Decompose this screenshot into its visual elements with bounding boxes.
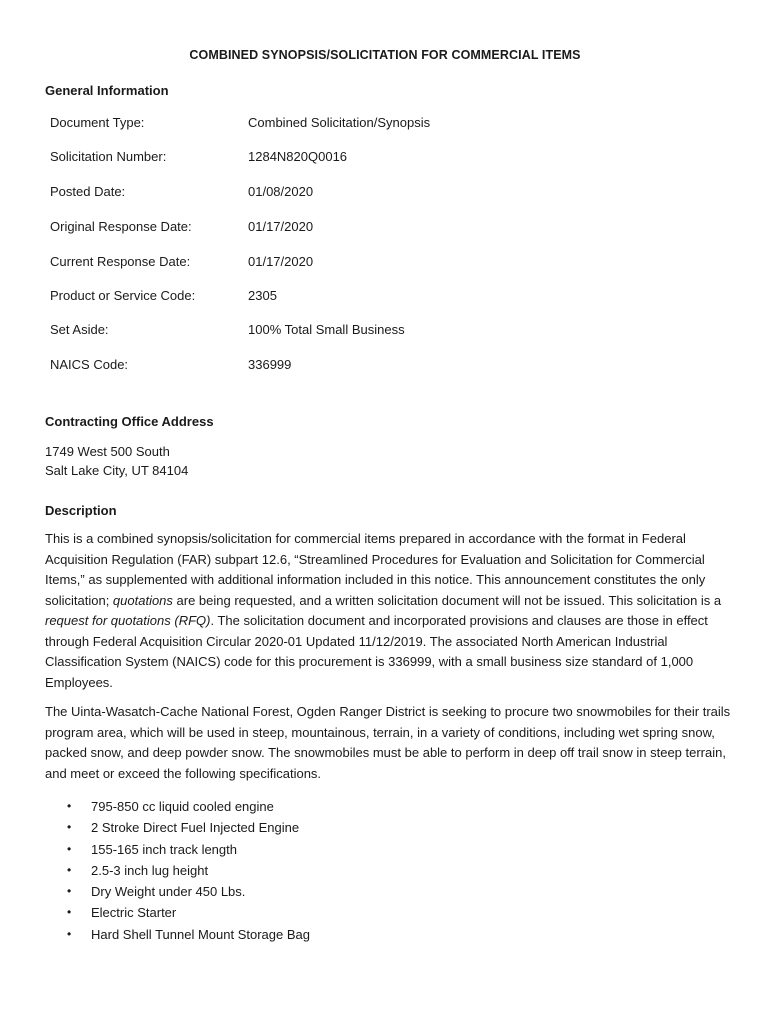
spec-text: Dry Weight under 450 Lbs. bbox=[91, 884, 246, 900]
general-information-heading: General Information bbox=[45, 83, 169, 98]
contracting-office-heading: Contracting Office Address bbox=[45, 414, 214, 429]
bullet-icon: • bbox=[67, 884, 72, 899]
description-heading: Description bbox=[45, 503, 117, 518]
description-text: This is a combined synopsis/solicitation for commercial items prepared in accordance with the format in Federal Acquisition Regulation (FAR) subpart 12.6, “Streamlined Procedures for Evaluation and Solicitation for Commercial Items,” as supplemented with additional information included in this notice. This announcement constitutes the only solicitation; bbox=[45, 531, 706, 608]
info-label: Solicitation Number: bbox=[50, 149, 167, 164]
info-value: 100% Total Small Business bbox=[248, 322, 405, 337]
bullet-icon: • bbox=[67, 905, 72, 920]
description-text: . The solicitation document and incorporated provisions and clauses are those in effect through Federal Acquisition Circular 2020-01 Updated 11/12/2019. The associated North American Industrial Classification System (NAICS) code for this procurement is 336999, with a small business size standard of 1,000 Employees. bbox=[45, 613, 708, 690]
info-value: 336999 bbox=[248, 357, 292, 372]
contracting-office-address bbox=[45, 442, 188, 480]
emphasis-rfq: request for quotations (RFQ) bbox=[45, 613, 211, 628]
info-label: NAICS Code: bbox=[50, 357, 129, 372]
list-item bbox=[45, 839, 310, 860]
info-label: Document Type: bbox=[50, 115, 145, 130]
info-value: 01/17/2020 bbox=[248, 219, 314, 234]
bullet-icon: • bbox=[67, 841, 72, 856]
info-label: Original Response Date: bbox=[50, 219, 192, 234]
list-item bbox=[45, 881, 310, 902]
spec-text: Hard Shell Tunnel Mount Storage Bag bbox=[91, 926, 310, 942]
bullet-icon: • bbox=[67, 820, 72, 835]
info-label: Product or Service Code: bbox=[50, 288, 196, 303]
address-line-2: Salt Lake City, UT 84104 bbox=[45, 463, 189, 478]
info-value: 01/17/2020 bbox=[248, 254, 314, 269]
spec-text: 155-165 inch track length bbox=[91, 841, 237, 857]
info-label: Current Response Date: bbox=[50, 254, 191, 269]
list-item bbox=[45, 796, 310, 817]
emphasis-quotations: quotations bbox=[112, 592, 173, 608]
address-line-1: 1749 West 500 South bbox=[45, 444, 170, 459]
info-value: Combined Solicitation/Synopsis bbox=[248, 115, 431, 130]
list-item bbox=[45, 902, 310, 923]
info-value: 2305 bbox=[248, 288, 277, 303]
info-label: Posted Date: bbox=[50, 184, 126, 199]
specifications-list bbox=[45, 796, 310, 945]
description-paragraph-2: The Uinta-Wasatch-Cache National Forest, Ogden Ranger District is seeking to procure two snowmobiles for their trails program area, which will be used in steep, mountainous, terrain, in a variety of conditions, including wet spring snow, packed snow, and deep powder snow. The snowmobiles must be able to perform in deep off trail snow in steep terrain, and meet or exceed the following specifications. bbox=[45, 704, 731, 781]
description-paragraph-1 bbox=[45, 529, 735, 693]
list-item bbox=[45, 924, 310, 945]
spec-text: Electric Starter bbox=[91, 905, 177, 921]
list-item bbox=[45, 860, 310, 881]
spec-text: 2.5-3 inch lug height bbox=[91, 862, 209, 878]
bullet-icon: • bbox=[67, 799, 72, 813]
spec-text: 2 Stroke Direct Fuel Injected Engine bbox=[91, 820, 300, 836]
info-value: 01/08/2020 bbox=[248, 184, 314, 199]
description-text: are being requested, and a written solicitation document will not be issued. This solicitation is a bbox=[172, 592, 722, 608]
info-value: 1284N820Q0016 bbox=[248, 149, 348, 164]
list-item bbox=[45, 817, 310, 838]
spec-text: 795-850 cc liquid cooled engine bbox=[91, 799, 274, 814]
info-label: Set Aside: bbox=[50, 322, 109, 337]
bullet-icon: • bbox=[67, 862, 72, 877]
bullet-icon: • bbox=[67, 926, 72, 941]
document-title: COMBINED SYNOPSIS/SOLICITATION FOR COMMERCIAL ITEMS bbox=[189, 48, 581, 62]
